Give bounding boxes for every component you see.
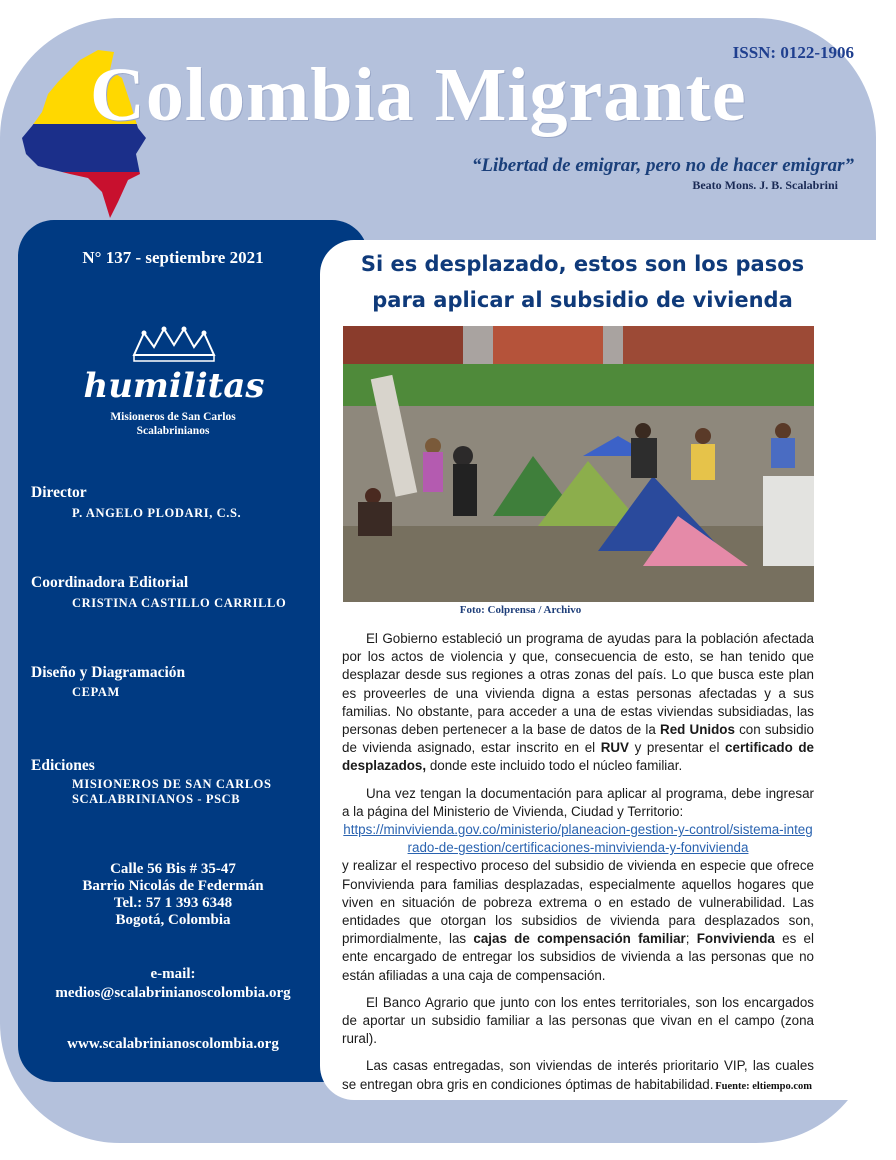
- info-sidebar: [18, 220, 368, 1082]
- article-source: Fuente: eltiempo.com: [715, 1081, 812, 1092]
- issn-number: ISSN: 0122-1906: [732, 43, 854, 62]
- motto-author: Beato Mons. J. B. Scalabrini: [692, 178, 838, 192]
- displaced-camp-photo: [343, 326, 814, 602]
- minvivienda-link[interactable]: https://minvivienda.gov.co/ministerio/planeacion-gestion-y-control/sistema-integrado-de-gestion/certificaciones-minvivienda-y-fonvivienda: [343, 822, 813, 856]
- postal-address: [18, 861, 328, 929]
- logo-subtitle: [18, 410, 328, 438]
- paragraph-1: El Gobierno estableció un programa de ayudas para la población afectada por los actos de violencia y que, consecuencia de esto, se han tenido que desplazar desde sus regiones a otras zonas del país. Lo que busca este plan es proveerles de una vivienda digna a estas personas afectadas y a sus familias. No obstante, para acceder a una de estas viviendas subsidiadas, las personas deben pertenecer a la base de datos de la Red Unidos con subsidio de vivienda asignado, estar inscrito en el RUV y presentar el certificado de desplazados, donde este incluido todo el núcleo familiar.: [342, 631, 814, 774]
- design-value: CEPAM: [72, 685, 120, 699]
- design-label: Diseño y Diagramación: [31, 664, 186, 681]
- editions-label: Ediciones: [31, 757, 95, 774]
- website-link[interactable]: www.scalabrinianoscolombia.org: [67, 1036, 279, 1052]
- article-body: [342, 630, 814, 1103]
- address-phone: Tel.: 57 1 393 6348: [113, 895, 233, 911]
- logo-subtitle-line-2: Scalabrinianos: [136, 425, 210, 437]
- email-block: [18, 965, 328, 1003]
- svg-text:humilitas: humilitas: [83, 366, 265, 406]
- paragraph-2: Una vez tengan la documentación para aplicar al programa, debe ingresar a la página del Ministerio de Vivienda, Ciudad y Territorio: https://minvivienda.gov.co/ministerio/planeacion-gestion-y-control/sistema-integrado-de-gestion/certificaciones-minvivienda-y-fonvivienda y realizar el respectivo proceso del subsidio de vivienda en especie que ofrece Fonvivienda para familias desplazadas, especialmente aquellos hogares que viven en situación de pobreza extrema o en estado de vulnerabilidad. Las entidades que otorgan los subsidios de vivienda para desplazados son, primordialmente, las cajas de compensación familiar; Fonvivienda es el ente encargado de entregar los subsidios de vivienda a las personas que no están afiliadas a una caja de compensación.: [342, 785, 814, 983]
- email-address-link[interactable]: medios@scalabrinianoscolombia.org: [55, 985, 291, 1001]
- address-line-1: Calle 56 Bis # 35-47: [110, 861, 236, 877]
- coordinator-label: Coordinadora Editorial: [31, 574, 189, 591]
- coordinator-value: CRISTINA CASTILLO CARRILLO: [72, 596, 287, 610]
- paragraph-4: Las casas entregadas, son viviendas de interés prioritario VIP, las cuales se entregan obra gris en condiciones óptimas de habitabilidad.: [342, 1058, 814, 1092]
- masthead-title: Colombia Migrante: [90, 53, 747, 137]
- photo-caption: Foto: Colprensa / Archivo: [459, 604, 582, 616]
- issue-number: N° 137 - septiembre 2021: [82, 248, 264, 267]
- editions-value: [72, 777, 272, 807]
- article-title-line-1: Si es desplazado, estos son los pasos: [360, 252, 805, 276]
- editions-value-line-2: SCALABRINIANOS - PSCB: [72, 792, 241, 806]
- director-label: Director: [31, 484, 87, 501]
- article-title: [345, 246, 820, 318]
- address-city: Bogotá, Colombia: [115, 912, 231, 928]
- article-title-line-2: para aplicar al subsidio de vivienda: [372, 288, 793, 312]
- address-line-2: Barrio Nicolás de Federmán: [82, 878, 264, 894]
- logo-subtitle-line-1: Misioneros de San Carlos: [110, 411, 236, 423]
- email-label: e-mail:: [150, 966, 196, 982]
- director-value: P. ANGELO PLODARI, C.S.: [72, 506, 242, 520]
- paragraph-3: El Banco Agrario que junto con los entes territoriales, son los encargados de aportar un subsidio familiar a las personas que vivan en el campo (zona rural).: [342, 994, 814, 1047]
- editions-value-line-1: MISIONEROS DE SAN CARLOS: [72, 777, 272, 791]
- motto-quote: “Libertad de emigrar, pero no de hacer emigrar”: [471, 155, 854, 176]
